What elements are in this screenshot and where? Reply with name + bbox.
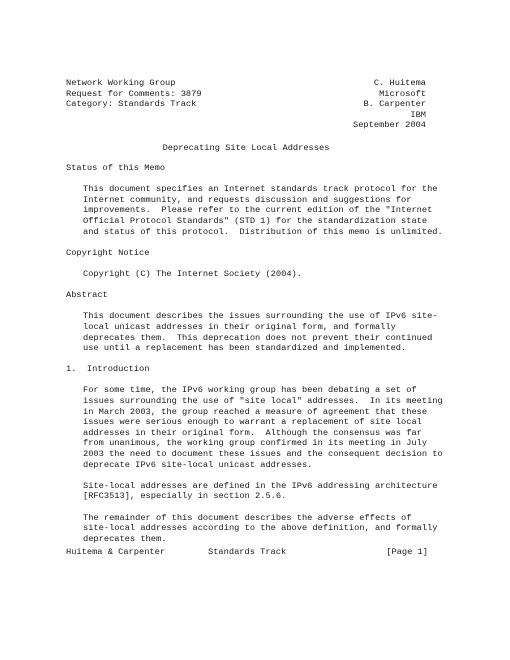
text-line: Site-local addresses are defined in the IPv6 addressing architecture bbox=[83, 480, 438, 491]
status-paragraph bbox=[66, 184, 446, 237]
document-body bbox=[66, 163, 446, 544]
header-row bbox=[66, 89, 426, 100]
text-line: Copyright (C) The Internet Society (2004). bbox=[83, 268, 302, 279]
section-heading-status: Status of this Memo bbox=[66, 163, 166, 173]
header-row bbox=[66, 110, 426, 121]
spacer bbox=[66, 280, 446, 291]
introduction-paragraph-1 bbox=[66, 385, 446, 470]
text-line: addresses in their original form. Although the consensus was far bbox=[83, 427, 422, 438]
header-row bbox=[66, 120, 426, 131]
copyright-paragraph bbox=[66, 269, 446, 280]
header-row bbox=[66, 78, 426, 89]
header-right: September 2004 bbox=[353, 120, 426, 131]
spacer bbox=[66, 301, 446, 312]
section-heading-abstract: Abstract bbox=[66, 290, 108, 301]
text-line: [RFC3513], especially in section 2.5.6. bbox=[83, 491, 287, 502]
introduction-paragraph-3 bbox=[66, 513, 446, 545]
spacer bbox=[66, 375, 446, 386]
footer-page-number: [Page 1] bbox=[386, 547, 428, 557]
spacer bbox=[66, 470, 446, 481]
header-right: C. Huitema bbox=[373, 78, 426, 88]
text-line: local unicast addresses in their original form, and formally bbox=[83, 321, 396, 332]
text-line: This document describes the issues surrounding the use of IPv6 site- bbox=[83, 311, 438, 322]
text-line: improvements. Please refer to the current edition of the "Internet bbox=[83, 205, 433, 216]
text-line: site-local addresses according to the above definition, and formally bbox=[83, 523, 438, 534]
spacer bbox=[66, 354, 446, 365]
text-line: and status of this protocol. Distribution of this memo is unlimited. bbox=[83, 226, 443, 237]
spacer bbox=[66, 237, 446, 248]
section-heading-introduction: 1. Introduction bbox=[66, 364, 150, 375]
text-line: issues surrounding the use of "site local" addresses. In its meeting bbox=[83, 396, 443, 407]
text-line: deprecate IPv6 site-local unicast addresses. bbox=[83, 459, 313, 470]
section-heading-copyright: Copyright Notice bbox=[66, 247, 150, 258]
text-line: 2003 the need to document these issues and the consequent decision to bbox=[83, 449, 443, 460]
header-left: Request for Comments: 3879 bbox=[66, 88, 202, 99]
rfc-header bbox=[66, 78, 426, 131]
abstract-paragraph bbox=[66, 311, 446, 353]
spacer bbox=[66, 174, 446, 185]
introduction-paragraph-2 bbox=[66, 481, 446, 502]
text-line: deprecates them. bbox=[83, 533, 167, 544]
spacer bbox=[66, 258, 446, 269]
spacer bbox=[66, 502, 446, 513]
text-line: use until a replacement has been standardized and implemented. bbox=[83, 343, 407, 354]
page-footer bbox=[66, 547, 428, 558]
footer-authors: Huitema & Carpenter bbox=[66, 547, 166, 557]
header-row bbox=[66, 99, 426, 110]
text-line: from unanimous, the working group confirmed in its meeting in July bbox=[83, 438, 428, 449]
footer-category: Standards Track bbox=[208, 547, 287, 557]
text-line: in March 2003, the group reached a measure of agreement that these bbox=[83, 406, 428, 417]
text-line: deprecates them. This deprecation does not prevent their continued bbox=[83, 332, 433, 343]
text-line: issues were serious enough to warrant a replacement of site local bbox=[83, 417, 422, 428]
document-title: Deprecating Site Local Addresses bbox=[162, 143, 330, 153]
header-left: Category: Standards Track bbox=[66, 99, 197, 110]
text-line: Official Protocol Standards" (STD 1) for the standardization state bbox=[83, 215, 428, 226]
header-right: Microsoft bbox=[379, 88, 426, 99]
text-line: Internet community, and requests discussion and suggestions for bbox=[83, 194, 412, 205]
text-line: The remainder of this document describes the adverse effects of bbox=[83, 512, 412, 523]
header-left: Network Working Group bbox=[66, 78, 176, 88]
header-right: IBM bbox=[410, 109, 426, 120]
header-right: B. Carpenter bbox=[363, 99, 426, 110]
text-line: For some time, the IPv6 working group has been debating a set of bbox=[83, 385, 417, 396]
text-line: This document specifies an Internet standards track protocol for the bbox=[83, 184, 438, 195]
